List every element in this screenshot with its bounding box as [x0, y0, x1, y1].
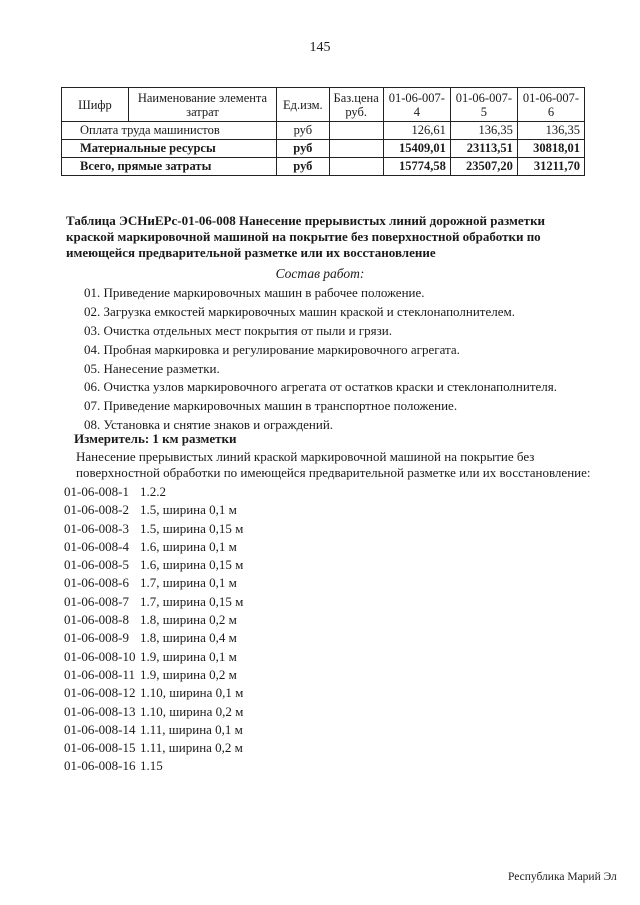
row-name: Всего, прямые затраты — [62, 158, 277, 176]
table-header-row — [62, 88, 585, 122]
item-code: 01-06-008-8 — [64, 612, 129, 628]
list-item — [64, 629, 243, 647]
list-item — [64, 684, 243, 702]
item-desc: 1.11, ширина 0,1 м — [140, 721, 243, 737]
list-item — [64, 611, 243, 629]
row-value: 23507,20 — [450, 158, 517, 176]
item-desc: 1.9, ширина 0,1 м — [140, 648, 237, 664]
work-item: 03. Очистка отдельных мест покрытия от пыли и грязи. — [84, 322, 392, 338]
list-item — [64, 648, 243, 666]
header-cell: Баз.цена руб. — [329, 88, 383, 122]
item-code: 01-06-008-6 — [64, 575, 129, 591]
work-list — [84, 284, 557, 435]
row-value: 23113,51 — [450, 140, 517, 158]
work-item: 06. Очистка узлов маркировочного агрегата от остатков краски и стеклонаполнителя. — [84, 379, 558, 395]
item-code: 01-06-008-16 — [64, 758, 136, 774]
work-item: 01. Приведение маркировочных машин в рабочее положение. — [84, 285, 425, 300]
item-code: 01-06-008-12 — [64, 685, 136, 701]
item-code: 01-06-008-13 — [64, 703, 136, 719]
section-title: Состав работ: — [275, 266, 365, 281]
item-desc: 1.9, ширина 0,2 м — [140, 666, 237, 682]
item-code: 01-06-008-11 — [64, 666, 136, 682]
meter-label: Измеритель: 1 км разметки — [74, 431, 237, 446]
work-item: 02. Загрузка емкостей маркировочных машин краской и стеклонаполнителем. — [84, 303, 515, 319]
row-base — [329, 158, 383, 176]
row-value: 136,35 — [450, 122, 517, 140]
item-desc: 1.7, ширина 0,15 м — [140, 593, 244, 609]
header-cell: 01-06-007-5 — [450, 88, 517, 122]
header-cell: Наименование элемента затрат — [128, 88, 276, 122]
work-item: 04. Пробная маркировка и регулирование маркировочного агрегата. — [84, 341, 460, 357]
item-code: 01-06-008-2 — [64, 502, 129, 518]
item-code: 01-06-008-7 — [64, 593, 129, 609]
header-cell: Ед.изм. — [277, 88, 329, 122]
item-desc: 1.8, ширина 0,4 м — [140, 630, 237, 646]
row-value: 31211,70 — [517, 158, 584, 176]
row-value: 136,35 — [517, 122, 584, 140]
item-code: 01-06-008-1 — [64, 484, 129, 499]
list-item — [64, 483, 243, 501]
list-item — [64, 538, 243, 556]
list-item — [64, 593, 243, 611]
item-desc: 1.2.2 — [140, 484, 166, 499]
list-item — [64, 757, 243, 775]
item-code: 01-06-008-9 — [64, 630, 129, 646]
page-number: 145 — [309, 40, 331, 55]
page-footer: Республика Марий Эл — [508, 871, 617, 883]
row-base — [329, 122, 383, 140]
row-unit: руб — [277, 158, 329, 176]
row-value: 15409,01 — [383, 140, 450, 158]
item-desc: 1.6, ширина 0,1 м — [140, 538, 237, 554]
row-unit: руб — [277, 122, 329, 140]
list-item — [64, 574, 243, 592]
item-desc: 1.10, ширина 0,2 м — [140, 703, 244, 719]
row-value: 126,61 — [383, 122, 450, 140]
list-item — [64, 721, 243, 739]
row-name: Материальные ресурсы — [62, 140, 277, 158]
work-item: 05. Нанесение разметки. — [84, 360, 220, 376]
item-code: 01-06-008-3 — [64, 520, 129, 536]
list-item — [64, 501, 243, 519]
item-desc: 1.10, ширина 0,1 м — [140, 685, 244, 701]
item-desc: 1.7, ширина 0,1 м — [140, 575, 237, 591]
description: Нанесение прерывистых линий краской маркировочной машиной на покрытие без поверхностной обработки по имеющейся предварительной разметке или их восстановление: — [76, 449, 591, 480]
list-item — [64, 520, 243, 538]
list-item — [64, 666, 243, 684]
header-cell: 01-06-007-4 — [383, 88, 450, 122]
table-row — [62, 122, 585, 140]
item-code: 01-06-008-10 — [64, 648, 136, 664]
item-desc: 1.11, ширина 0,2 м — [140, 740, 243, 756]
row-unit: руб — [277, 140, 329, 158]
list-item — [64, 556, 243, 574]
work-item: 08. Установка и снятие знаков и ограждений. — [84, 417, 334, 433]
row-value: 15774,58 — [383, 158, 450, 176]
item-desc: 1.5, ширина 0,15 м — [140, 520, 244, 536]
item-desc: 1.6, ширина 0,15 м — [140, 557, 244, 573]
item-desc: 1.8, ширина 0,2 м — [140, 612, 237, 628]
row-value: 30818,01 — [517, 140, 584, 158]
header-cell: 01-06-007-6 — [517, 88, 584, 122]
item-desc: 1.15 — [140, 758, 163, 774]
work-item: 07. Приведение маркировочных машин в транспортное положение. — [84, 398, 458, 414]
item-desc: 1.5, ширина 0,1 м — [140, 502, 237, 518]
table-row — [62, 140, 585, 158]
item-code: 01-06-008-5 — [64, 557, 129, 573]
cost-table — [61, 87, 585, 176]
row-base — [329, 140, 383, 158]
list-item — [64, 703, 243, 721]
row-name: Оплата труда машинистов — [62, 122, 277, 140]
table-row — [62, 158, 585, 176]
item-code: 01-06-008-15 — [64, 740, 136, 756]
header-cell: Шифр — [62, 88, 129, 122]
list-item — [64, 739, 243, 757]
item-code: 01-06-008-14 — [64, 721, 136, 737]
item-code: 01-06-008-4 — [64, 538, 129, 554]
code-list — [64, 483, 243, 776]
table-title: Таблица ЭСНиЕРс-01-06-008 Нанесение прерывистых линий дорожной разметки краской маркировочной машиной на покрытие без поверхностной обработки по имеющейся предварительной разметке или их восстановление — [66, 213, 546, 260]
